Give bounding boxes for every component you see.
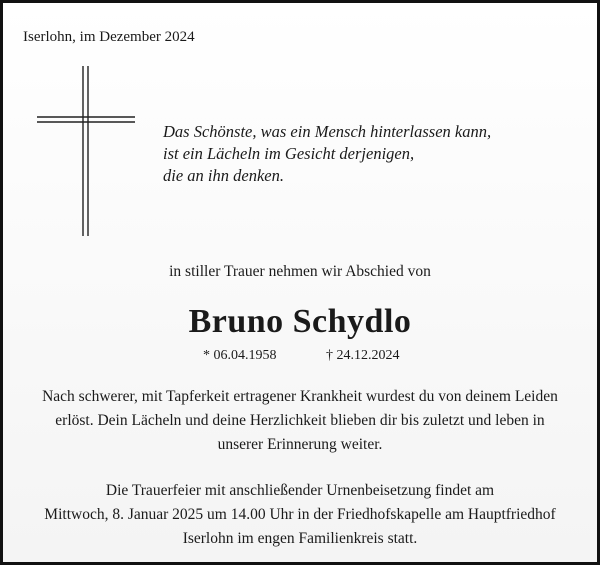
motto-line: die an ihn denken. xyxy=(163,166,284,185)
death-date: † 24.12.2024 xyxy=(326,348,400,363)
message-line: Iserlohn im engen Familienkreis statt. xyxy=(182,530,418,547)
cross-icon xyxy=(37,66,135,236)
motto-line: ist ein Lächeln im Gesicht derjenigen, xyxy=(163,144,415,163)
farewell-intro: in stiller Trauer nehmen wir Abschied von xyxy=(169,263,431,280)
message-paragraph xyxy=(23,385,577,457)
message-line: Die Trauerfeier mit anschließender Urnenbeisetzung findet am xyxy=(105,482,495,499)
message-line: Mittwoch, 8. Januar 2025 um 14.00 Uhr in der Friedhofskapelle am Hauptfriedhof xyxy=(44,506,556,523)
motto-quote xyxy=(163,121,583,187)
message-line: erlöst. Dein Lächeln und deine Herzlichkeit blieben dir bis zuletzt und leben in xyxy=(55,412,545,429)
message-line: unserer Erinnerung weiter. xyxy=(217,436,383,453)
birth-date: * 06.04.1958 xyxy=(203,348,277,363)
place-date: Iserlohn, im Dezember 2024 xyxy=(23,29,195,45)
message-body xyxy=(23,385,577,551)
deceased-name: Bruno Schydlo xyxy=(188,303,412,340)
funeral-paragraph xyxy=(23,479,577,551)
message-line: Nach schwerer, mit Tapferkeit ertragener Krankheit wurdest du von deinem Leiden xyxy=(42,388,558,405)
motto-line: Das Schönste, was ein Mensch hinterlassen kann, xyxy=(163,122,492,141)
